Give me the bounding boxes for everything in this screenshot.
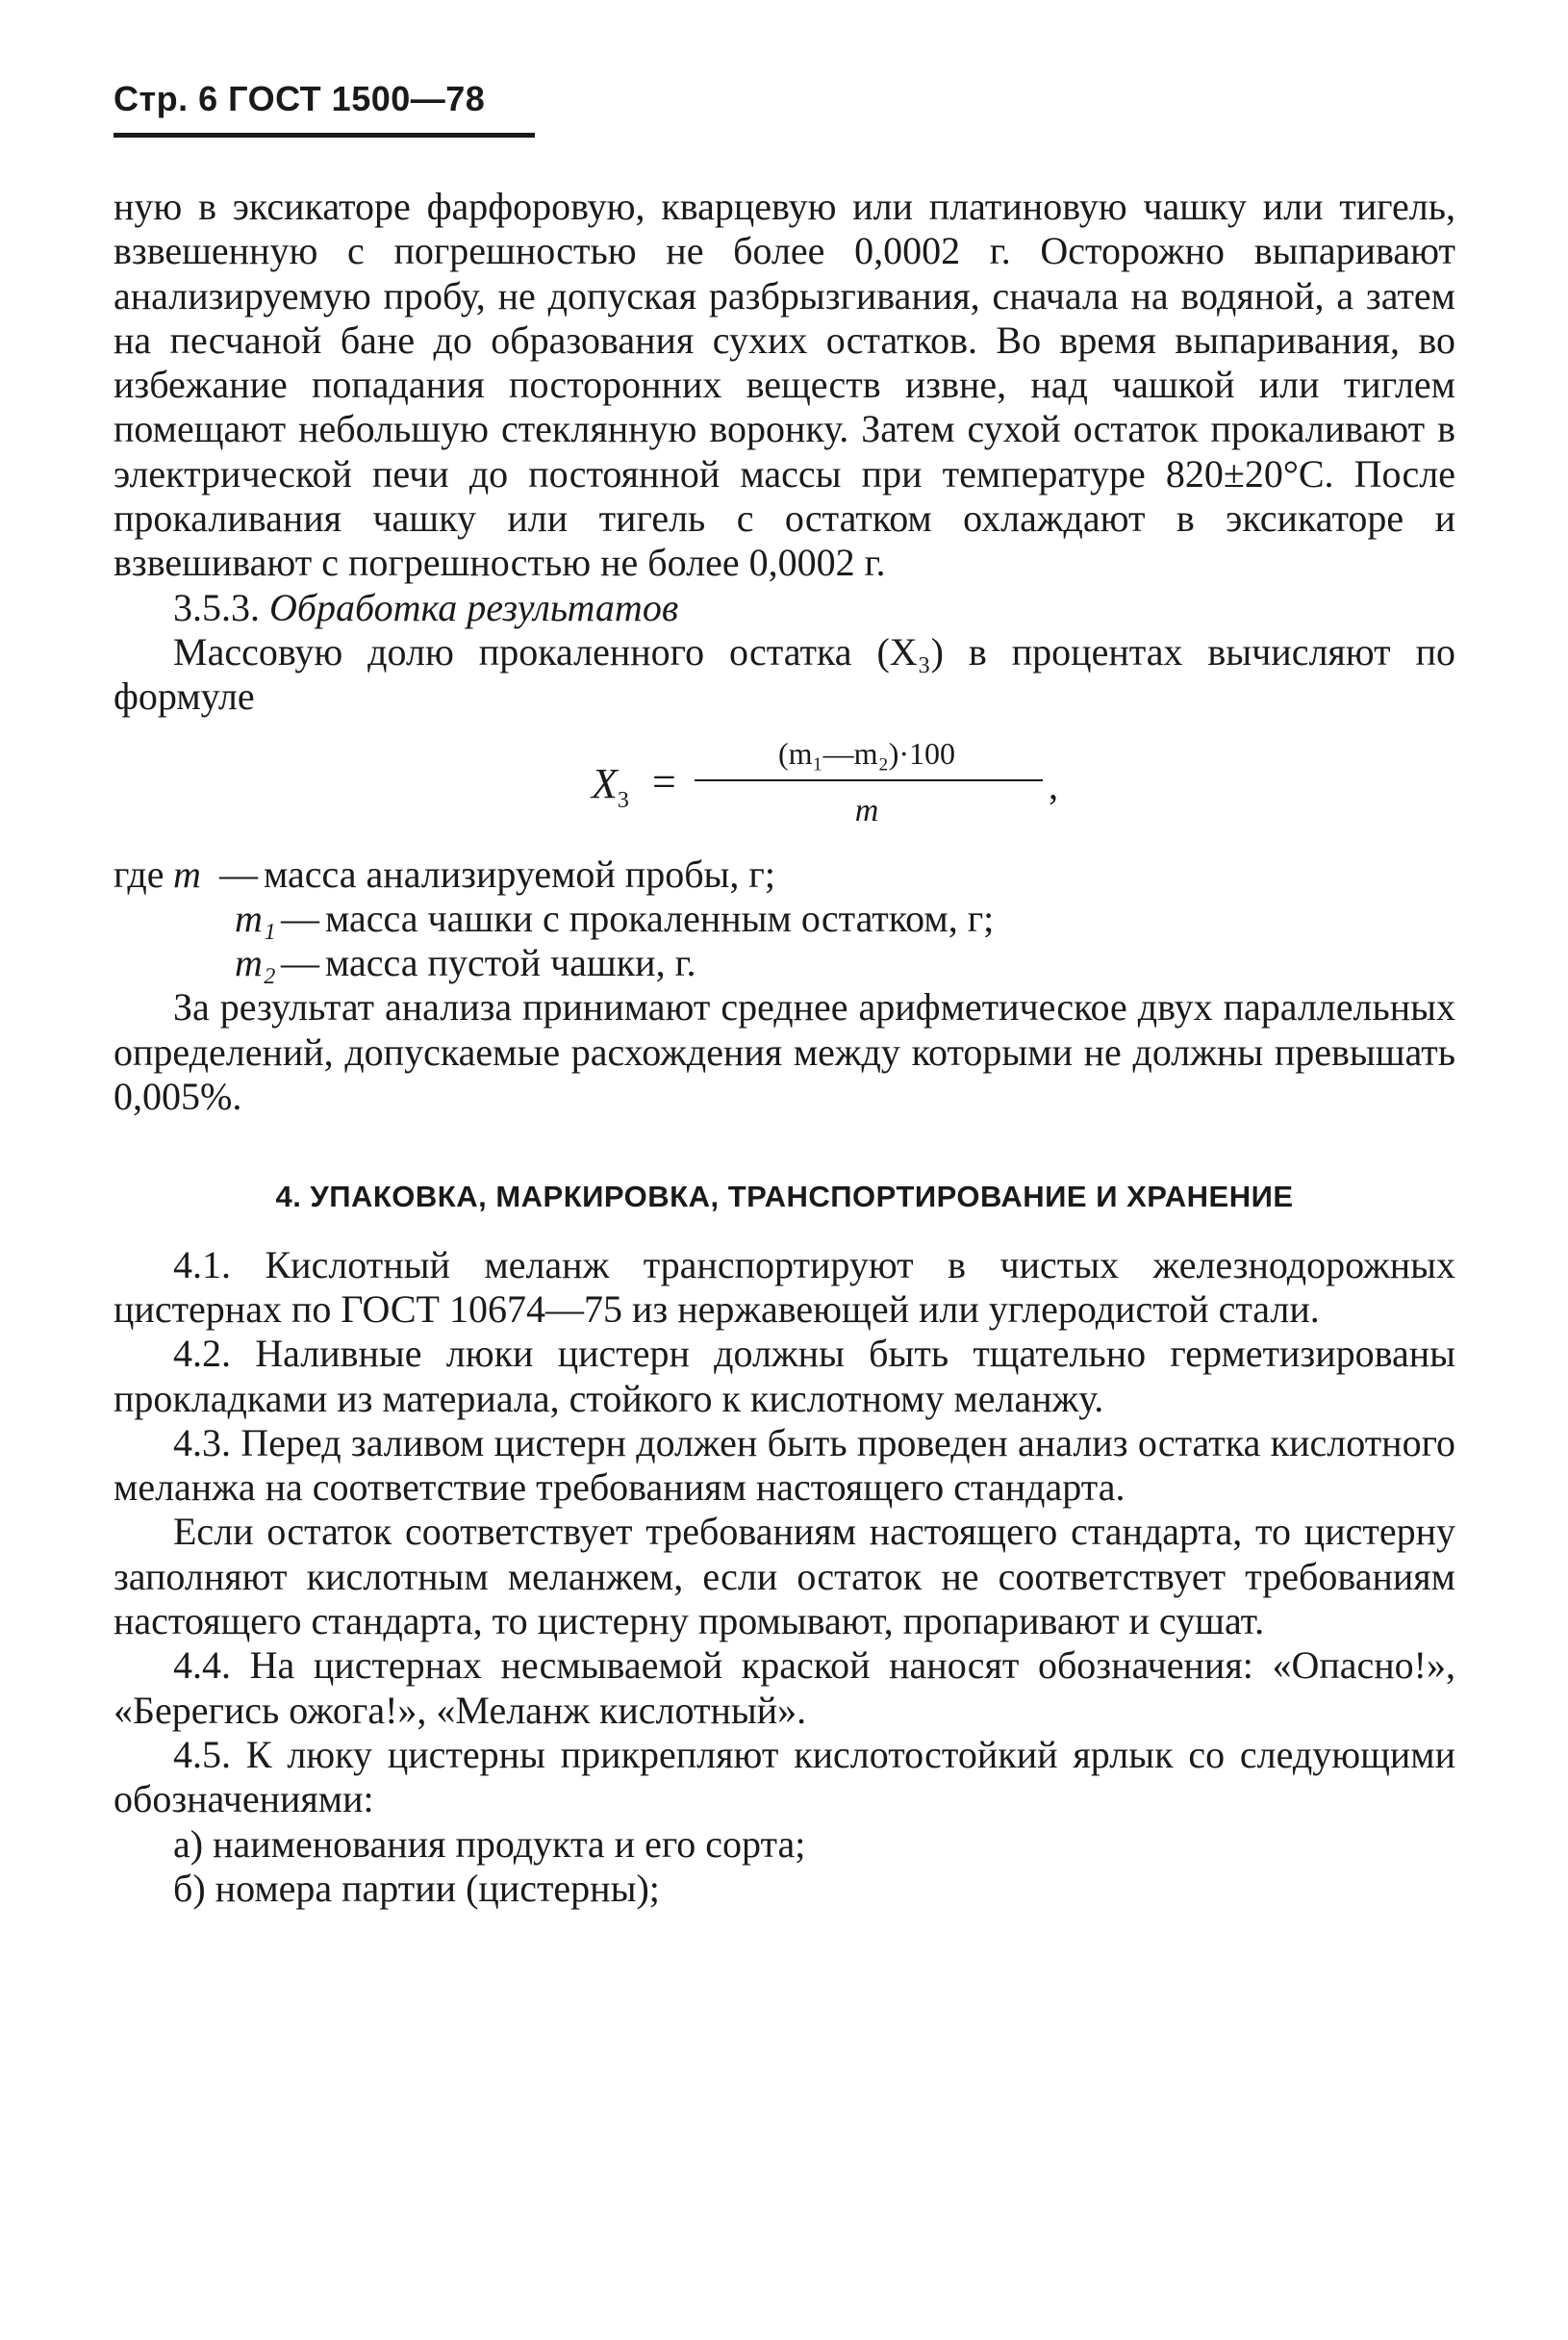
list-item-b: б) номера партии (цистерны); [173,1866,660,1910]
definition-item [114,897,1455,941]
definition-dash: — [219,852,258,896]
clause-4-2: 4.2. Наливные люки цистерн должны быть тщательно герметизированы прокладками из материала, стойкого к кислотному меланжу. [114,1332,1455,1420]
formula-comma: , [1049,763,1058,807]
header-rule [114,133,535,138]
variable-definitions [114,852,1455,986]
definition-text: масса пустой чашки, г. [325,941,696,985]
definition-symbol: m [173,852,201,896]
page-header: Стр. 6 ГОСТ 1500—78 [114,79,486,118]
clause-4-3-continuation: Если остаток соответствует требованиям настоящего стандарта, то цистерну заполняют кислотным меланжем, если остаток не соответствует требованиям настоящего стандарта, то цистерну промывают, пропаривают и сушат. [114,1510,1455,1643]
definition-text: масса чашки с прокаленным остатком, г; [325,896,995,940]
formula-lhs [592,759,629,823]
definition-symbol: m₂ [235,941,276,985]
formula-lhs-subscript: 3 [617,787,629,813]
subsection-heading [114,586,1455,630]
formula [114,724,1455,847]
paragraph-result: За результат анализа принимают среднее арифметическое двух параллельных определений, допускаемые расхождения между которыми не должны превышать 0,005%. [114,985,1455,1119]
formula-equals: = [652,757,676,805]
formula-lhs-symbol: X [592,759,618,807]
subsection-number: 3.5.3. [173,585,260,629]
definition-item [114,941,1455,985]
formula-denominator: m [854,792,879,828]
definition-lead: где [114,852,164,896]
list-item-a: а) наименования продукта и его сорта; [173,1821,806,1866]
definition-spacer [114,897,173,941]
definition-spacer [114,941,173,985]
page-body [114,185,1455,1911]
definition-text: масса анализируемой пробы, г; [264,852,775,896]
definition-symbol: m₁ [235,896,276,940]
clause-4-3: 4.3. Перед заливом цистерн должен быть проведен анализ остатка кислотного меланжа на соответствие требованиям настоящего стандарта. [114,1420,1455,1510]
formula-fraction-bar [695,779,1043,781]
definition-dash: — [281,941,319,985]
subsection-title: Обработка результатов [269,585,679,629]
formula-numerator: (m₁—m₂)·100 [777,735,956,771]
definition-dash: — [281,896,319,940]
paragraph-continuation: ную в эксикаторе фарфоровую, кварцевую или платиновую чашку или тигель, взвешенную с погрешностью не более 0,0002 г. Осторожно выпаривают анализируемую пробу, не допуская разбрызгивания, сначала на водяной, а затем на песчаной бане до образования сухих остатков. Во время выпаривания, во избежание попадания посторонних веществ извне, над чашкой или тиглем помещают небольшую стеклянную воронку. Затем сухой остаток прокаливают в электрической печи до постоянной массы при температуре 820±20°С. После прокаливания чашку или тигель с остатком охлаждают в эксикаторе и взвешивают с погрешностью не более 0,0002 г. [114,185,1455,585]
clause-4-1: 4.1. Кислотный меланж транспортируют в чистых железнодорожных цистернах по ГОСТ 10674—75 из нержавеющей или углеродистой стали. [114,1242,1455,1331]
clause-4-5: 4.5. К люку цистерны прикрепляют кислотостойкий ярлык со следующими обозначениями: [114,1732,1455,1821]
section-4-title: 4. УПАКОВКА, МАРКИРОВКА, ТРАНСПОРТИРОВАНИЕ И ХРАНЕНИЕ [275,1180,1294,1214]
definition-item [114,852,1455,897]
paragraph-formula-intro: Массовую долю прокаленного остатка (X₃) в процентах вычисляют по формуле [114,629,1455,719]
clause-4-4: 4.4. На цистернах несмываемой краской наносят обозначения: «Опасно!», «Берегись ожога!», «Меланж кислотный». [114,1643,1455,1732]
